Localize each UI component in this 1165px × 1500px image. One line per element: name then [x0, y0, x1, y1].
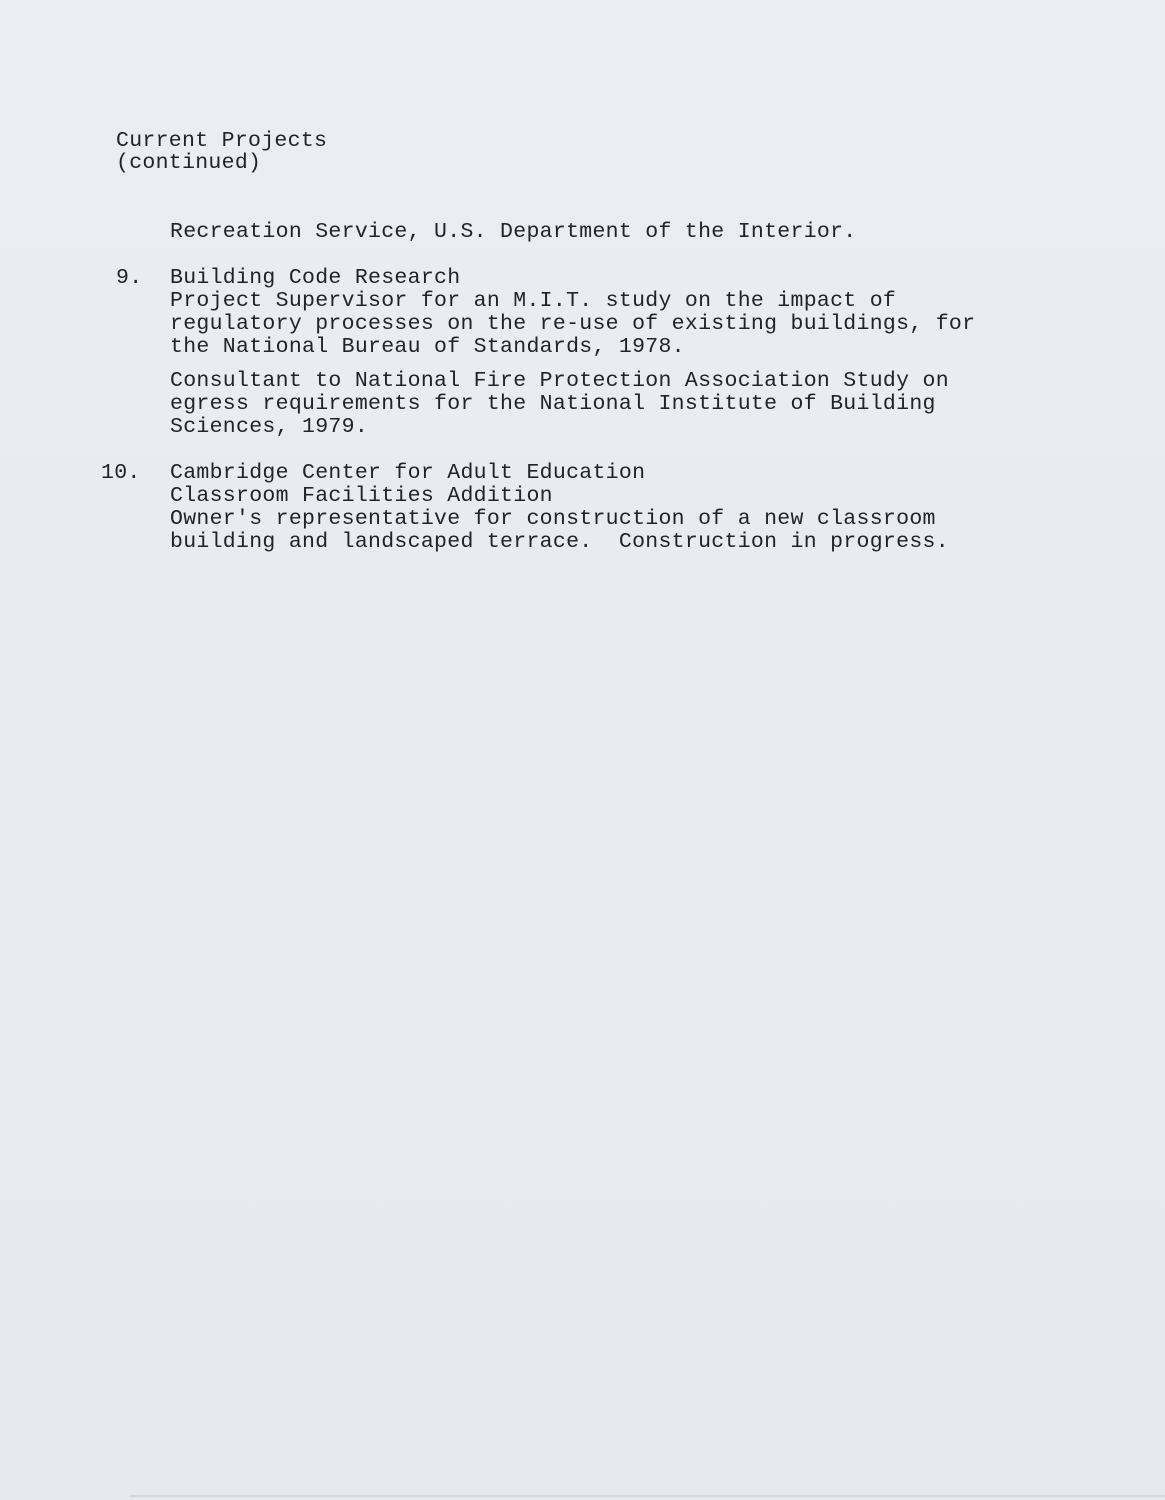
item-number: 9.	[116, 266, 143, 290]
page-edge	[130, 1495, 1165, 1497]
section-title: Current Projects	[116, 129, 328, 153]
item-number: 10.	[101, 461, 141, 485]
item-title: Building Code Research	[170, 266, 461, 290]
intro-line: Recreation Service, U.S. Department of the Interior.	[170, 220, 857, 244]
section-subtitle: (continued)	[116, 151, 262, 175]
item-subtitle: Classroom Facilities Addition	[170, 484, 553, 508]
paragraph-line: egress requirements for the National Institute of Building	[170, 392, 936, 416]
paragraph-line: Owner's representative for construction of a new classroom	[170, 507, 936, 531]
paragraph-line: building and landscaped terrace. Construction in progress.	[170, 530, 949, 554]
paragraph-line: Consultant to National Fire Protection Association Study on	[170, 369, 949, 393]
paragraph-line: the National Bureau of Standards, 1978.	[170, 335, 685, 359]
paragraph-line: regulatory processes on the re-use of existing buildings, for	[170, 312, 976, 336]
item-title: Cambridge Center for Adult Education	[170, 461, 646, 485]
paragraph-line: Project Supervisor for an M.I.T. study on the impact of	[170, 289, 897, 313]
paragraph-line: Sciences, 1979.	[170, 415, 369, 439]
